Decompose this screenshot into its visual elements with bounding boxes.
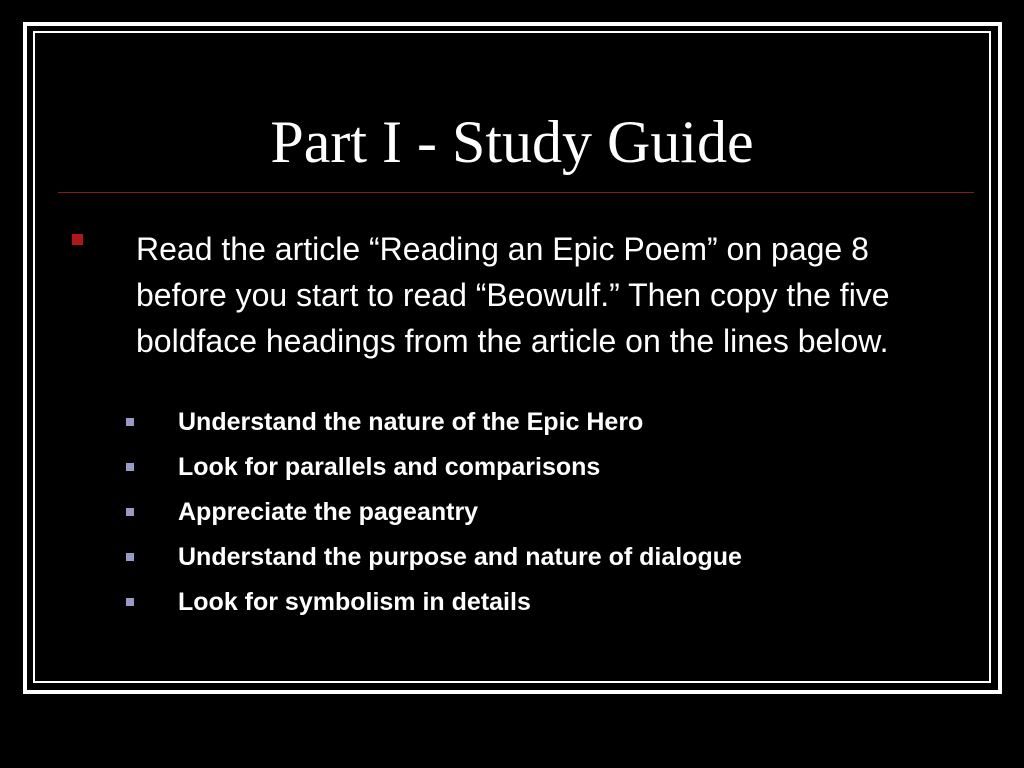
small-square-bullet-icon: [126, 463, 134, 471]
sub-bullet-text: Appreciate the pageantry: [178, 498, 479, 526]
small-square-bullet-icon: [126, 598, 134, 606]
small-square-bullet-icon: [126, 508, 134, 516]
main-bullet-text: Read the article “Reading an Epic Poem” on page 8 before you start to read “Beowulf.” Then copy the five boldface headings from the article on the lines below.: [136, 231, 890, 359]
slide-title: Part I - Study Guide: [270, 109, 754, 175]
small-square-bullet-icon: [126, 418, 134, 426]
sub-bullet-text: Understand the nature of the Epic Hero: [178, 408, 644, 436]
title-divider: [58, 192, 974, 193]
small-square-bullet-icon: [126, 553, 134, 561]
sub-bullet-text: Look for symbolism in details: [178, 588, 531, 616]
sub-bullet-text: Understand the purpose and nature of dialogue: [178, 543, 742, 571]
sub-bullet-text: Look for parallels and comparisons: [178, 453, 601, 481]
square-bullet-icon: [72, 234, 83, 245]
